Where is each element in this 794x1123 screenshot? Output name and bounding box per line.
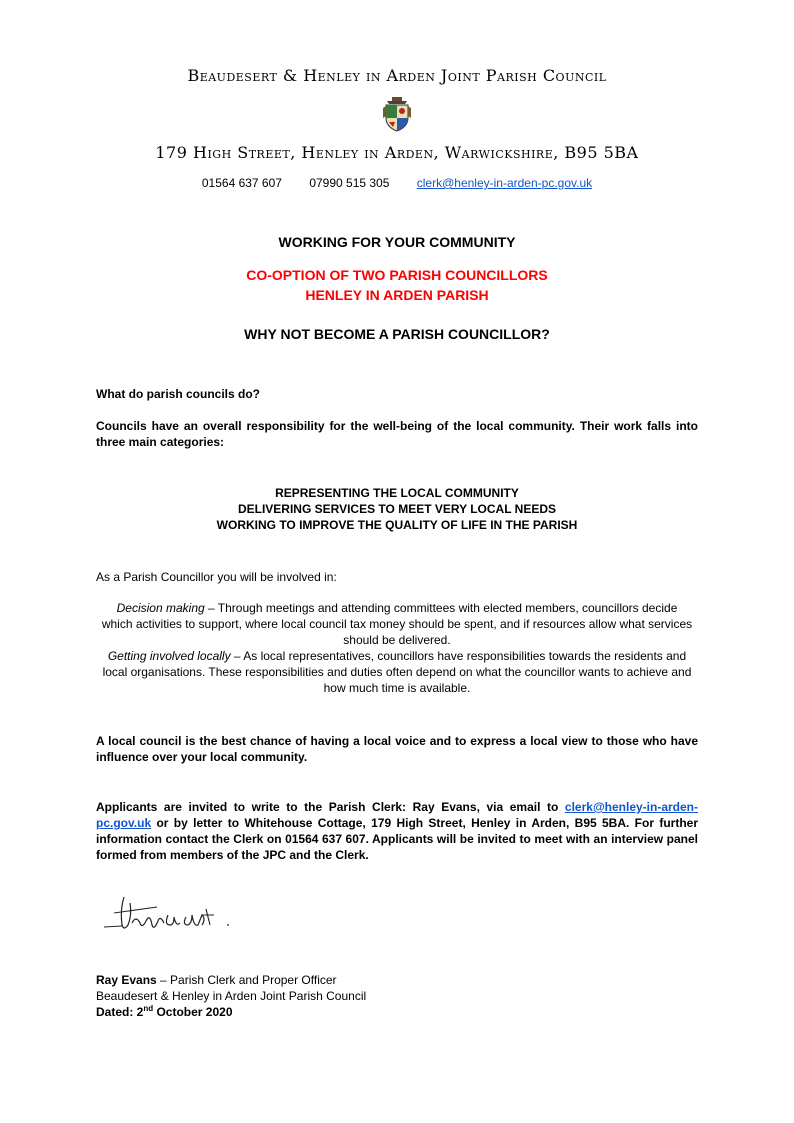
council-address: 179 High Street, Henley in Arden, Warwickshire, B95 5BA	[155, 143, 639, 162]
role-local-text: – As local representatives, councillors have responsibilities towards the residents and local organisations. These responsibilities and duties often depend on what the councillor wants to achieve and how much time is available.	[102, 649, 692, 695]
category-item: REPRESENTING THE LOCAL COMMUNITY	[275, 486, 519, 500]
heading-working: WORKING FOR YOUR COMMUNITY	[278, 234, 516, 250]
heading-cooption-line1: CO-OPTION OF TWO PARISH COUNCILLORS	[246, 267, 548, 283]
contact-line	[0, 176, 794, 190]
phone-2: 07990 515 305	[309, 176, 390, 190]
applicants-paragraph	[96, 799, 698, 863]
applicants-text-1: Applicants are invited to write to the Parish Clerk: Ray Evans, via email to	[96, 800, 565, 814]
category-item: WORKING TO IMPROVE THE QUALITY OF LIFE IN THE PARISH	[216, 518, 578, 532]
intro-paragraph: Councils have an overall responsibility for the well-being of the local community. Their work falls into three main categories:	[96, 419, 698, 449]
involvement-roles	[100, 600, 694, 696]
applicants-email-link[interactable]: clerk@henley-in-arden-pc.gov.uk	[96, 800, 698, 830]
dated-rest: October 2020	[153, 1005, 233, 1019]
categories-list	[0, 485, 794, 533]
sign-off	[96, 972, 366, 1020]
council-name-footer: Beaudesert & Henley in Arden Joint Parish Council	[96, 989, 367, 1003]
email-link[interactable]: clerk@henley-in-arden-pc.gov.uk	[416, 176, 593, 190]
clerk-line	[96, 972, 366, 988]
phone-1: 01564 637 607	[201, 176, 282, 190]
dated-line	[96, 1004, 366, 1020]
handwritten-signature	[102, 885, 242, 940]
clerk-name: Ray Evans	[96, 973, 157, 987]
council-crest-icon	[382, 96, 412, 132]
heading-cooption	[0, 265, 794, 305]
dated-label: Dated: 2	[96, 1005, 144, 1019]
involvement-lead: As a Parish Councillor you will be involved in:	[96, 570, 337, 584]
role-local	[100, 648, 694, 696]
category-item: DELIVERING SERVICES TO MEET VERY LOCAL NEEDS	[237, 502, 557, 516]
role-decision	[100, 600, 694, 648]
applicants-text-2: or by letter to Whitehouse Cottage, 179 High Street, Henley in Arden, B95 5BA. For further information contact the Clerk on 01564 637 607. Applicants will be invited to meet with an interview panel formed from members of the JPC and the Clerk.	[96, 816, 698, 862]
role-local-title: Getting involved locally	[107, 649, 231, 663]
council-name: Beaudesert & Henley in Arden Joint Parish Council	[187, 66, 607, 85]
heading-cooption-line2: HENLEY IN ARDEN PARISH	[305, 287, 489, 303]
heading-why: WHY NOT BECOME A PARISH COUNCILLOR?	[244, 326, 550, 342]
dated-suffix: nd	[143, 1004, 154, 1013]
clerk-role: – Parish Clerk and Proper Officer	[156, 973, 337, 987]
intro-question: What do parish councils do?	[96, 387, 261, 401]
role-decision-title: Decision making	[116, 601, 205, 615]
local-voice-paragraph: A local council is the best chance of having a local voice and to express a local view to those who have influence over your local community.	[96, 734, 698, 764]
role-decision-text: – Through meetings and attending committees with elected members, councillors decide which activities to support, where local council tax money should be spent, and if resources allow what services should be delivered.	[101, 601, 693, 647]
